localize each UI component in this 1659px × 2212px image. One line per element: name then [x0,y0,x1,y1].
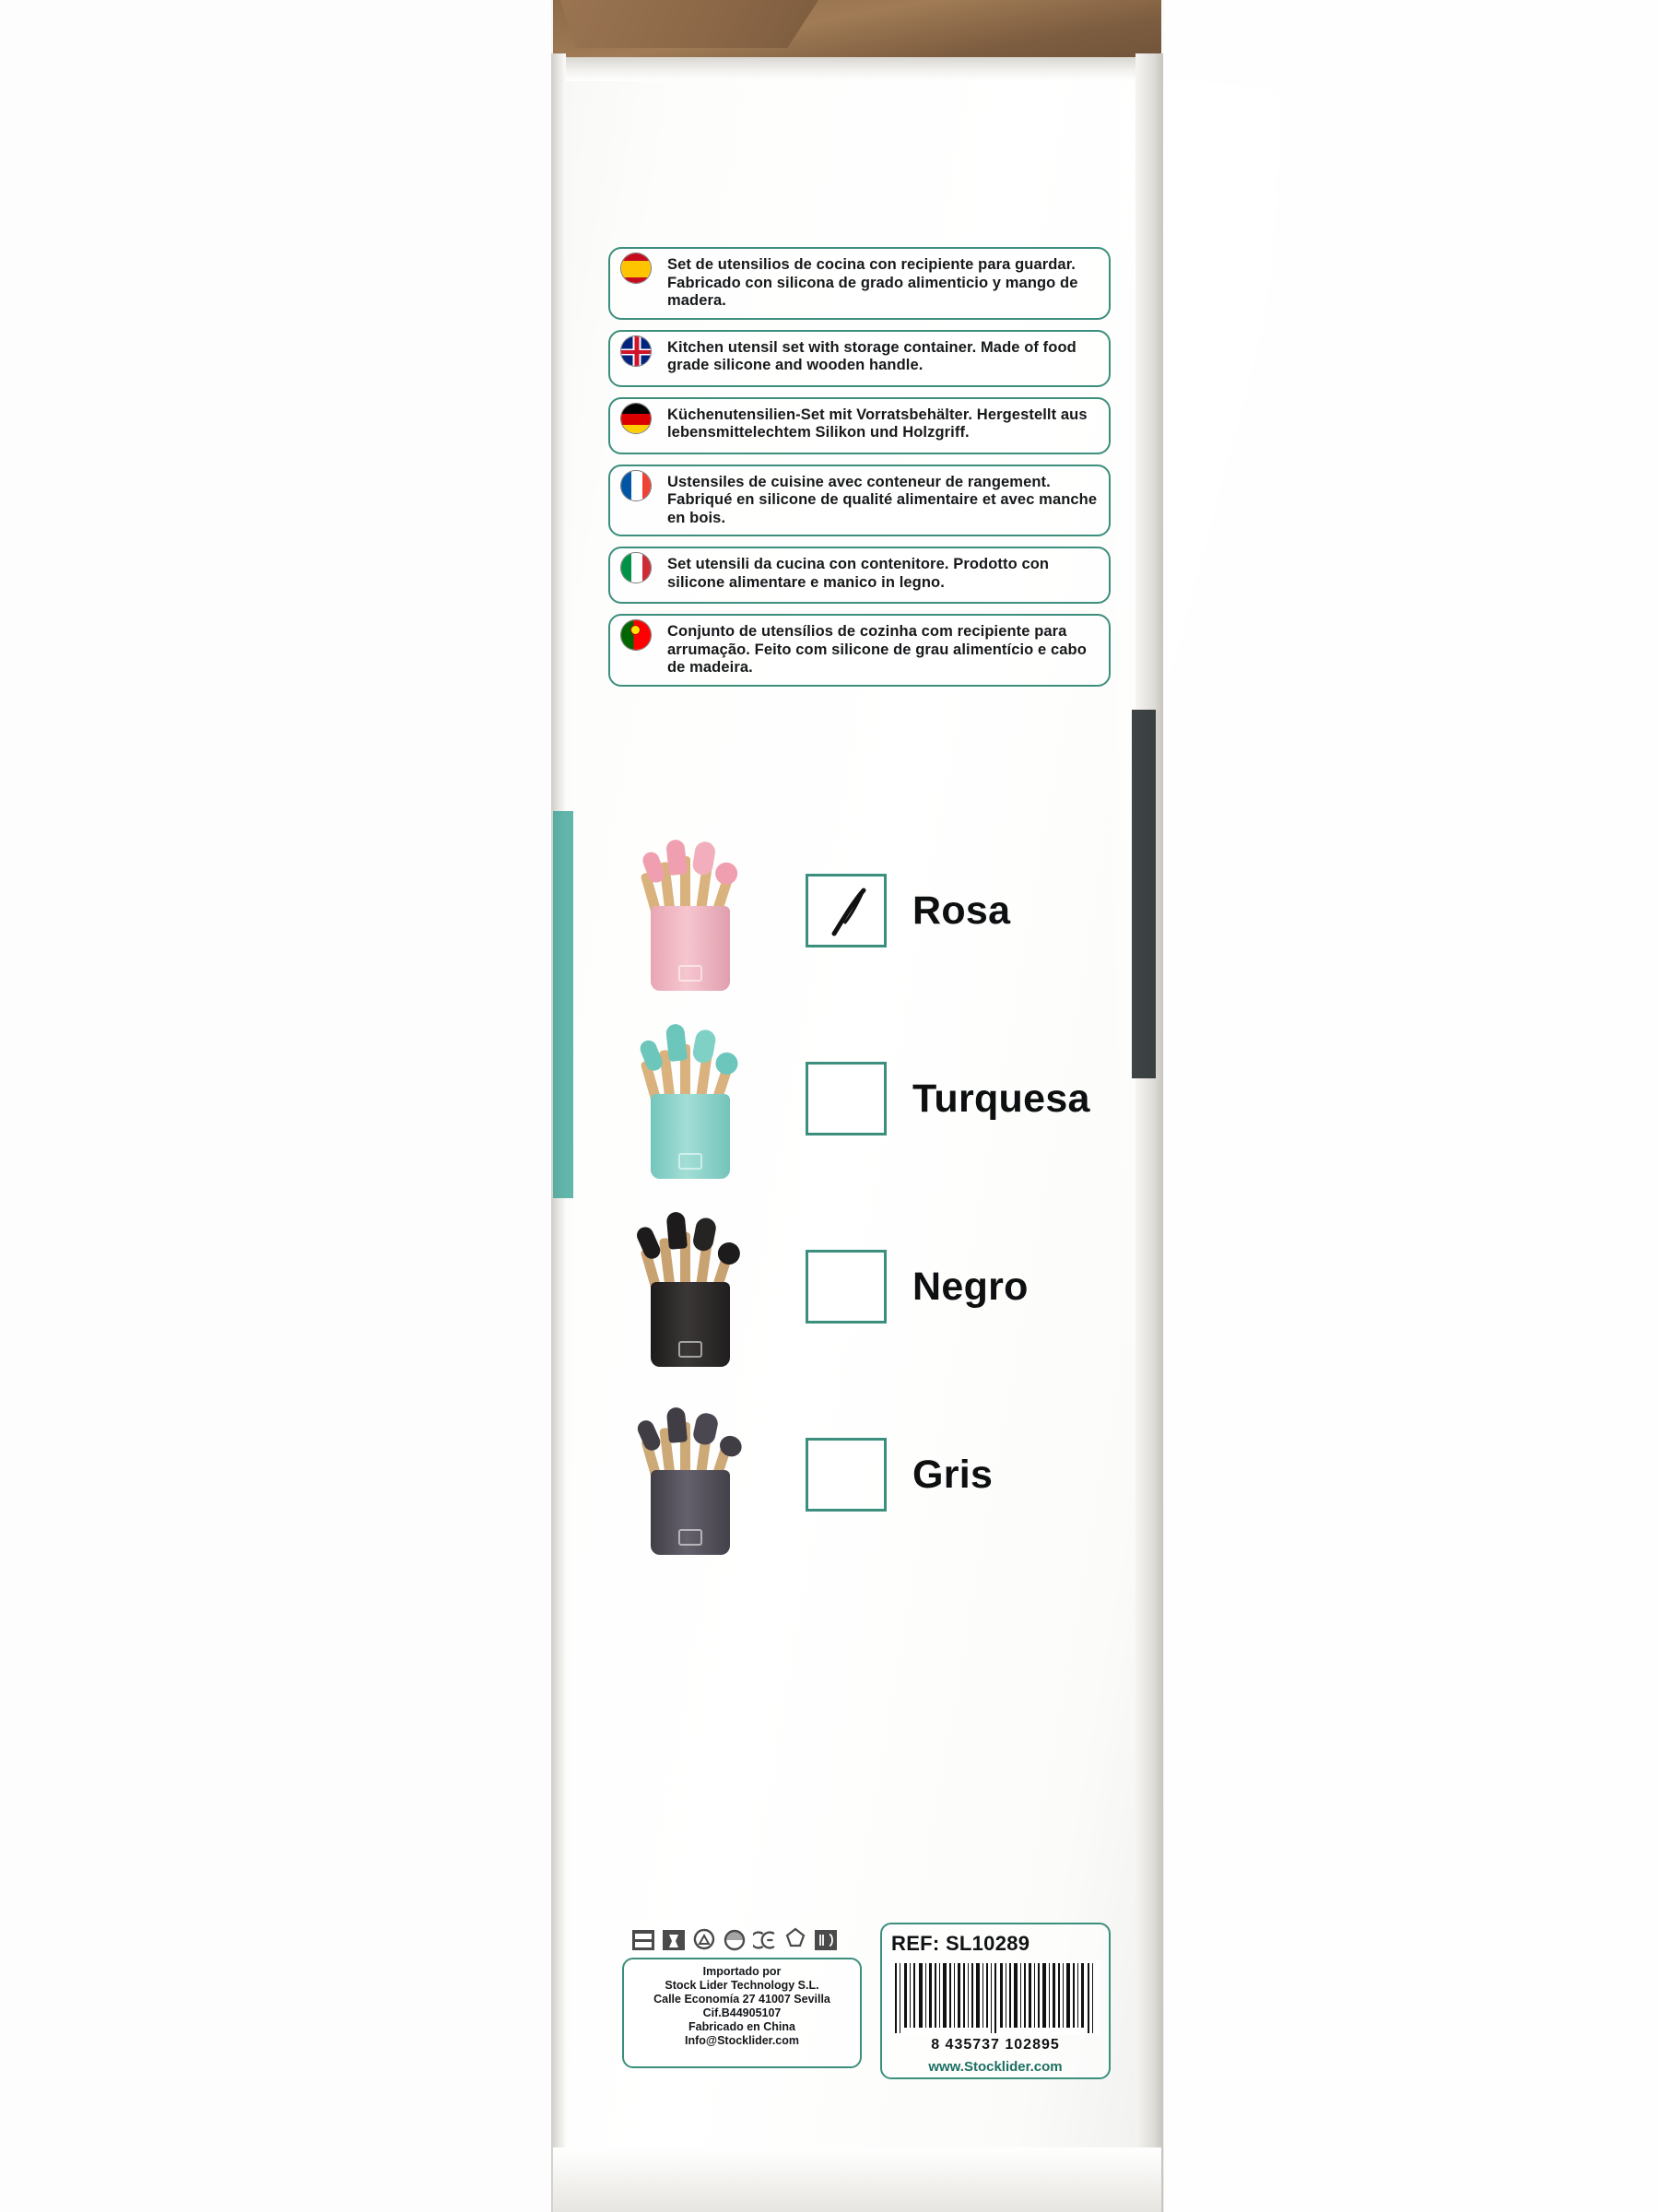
reference-barcode-box [880,1923,1111,2079]
package-right-edge [1135,53,1163,2212]
checkbox-gris[interactable] [806,1438,887,1512]
importer-line-1: Stock Lider Technology S.L. [665,1979,819,1992]
package-top-flap [560,0,818,48]
compliance-icons-row [631,1917,853,1954]
language-block-uk [608,330,1111,387]
fragile-icon [662,1926,686,1954]
importer-line-5: Info@Stocklider.com [684,2034,800,2047]
holder-turquesa [651,1094,730,1179]
color-row-gris [608,1394,1124,1558]
importer-line-4: Fabricado en China [688,2020,795,2033]
green-dot-icon [723,1926,747,1954]
flag-portugal-icon [620,619,652,651]
language-block-de [608,397,1111,454]
color-row-rosa [608,830,1124,994]
checkbox-negro[interactable] [806,1250,887,1324]
photo-background-right [1161,0,1659,2212]
flag-germany-icon [620,403,652,434]
barcode-number: 8 435737 102895 [931,2037,1060,2053]
check-mark-icon [829,886,869,939]
recycle-icon [692,1926,716,1954]
language-block-fr [608,465,1111,537]
importer-line-2: Calle Economía 27 41007 Sevilla [653,1993,830,2006]
package-footer [604,1917,1120,2129]
color-row-negro [608,1206,1124,1370]
flag-france-icon [620,470,652,501]
language-text-es: Set de utensilios de cocina con recipiente para guardar. Fabricado con silicona de grado alimenticio y mango de madera. [667,256,1078,309]
language-text-pt: Conjunto de utensílios de cozinha com recipiente para arrumação. Feito com silicone de grau alimentício e cabo de madeira. [667,623,1087,676]
package-teal-accent-strip [553,811,573,1198]
language-block-es [608,247,1111,320]
product-thumbnail-turquesa [627,1018,756,1179]
flag-spain-icon [620,253,652,284]
package-top-edge [553,57,1161,81]
product-reference: REF: SL10289 [891,1932,1030,1955]
product-thumbnail-negro [627,1206,756,1367]
importer-line-3: Cif.B44905107 [702,2006,782,2019]
food-safe-icon [814,1926,838,1954]
checkbox-rosa[interactable] [806,874,887,947]
language-text-de: Küchenutensilien-Set mit Vorratsbehälter. Hergestellt aus lebensmittelechtem Silikon und Holzgriff. [667,406,1088,441]
language-block-pt [608,614,1111,687]
holder-negro [651,1282,730,1367]
importer-info-box [622,1958,862,2068]
resin-code-icon [783,1926,807,1954]
language-block-it [608,547,1111,604]
checkbox-turquesa[interactable] [806,1062,887,1135]
language-text-uk: Kitchen utensil set with storage container. Made of food grade silicone and wooden handle. [667,338,1077,373]
color-row-turquesa [608,1018,1124,1182]
language-description-list [608,247,1111,697]
product-thumbnail-gris [627,1394,756,1555]
website-url[interactable]: www.Stocklider.com [928,2059,1063,2075]
package-dark-accent-strip [1132,710,1156,1078]
package-bottom-edge [553,2147,1161,2212]
color-label-turquesa: Turquesa [912,1077,1090,1121]
color-label-rosa: Rosa [912,888,1011,933]
barcode-image [891,1961,1100,2035]
color-label-gris: Gris [912,1453,994,1497]
ce-mark-icon [753,1926,777,1954]
language-text-fr: Ustensiles de cuisine avec conteneur de rangement. Fabriqué en silicone de qualité alimentaire et avec manche en bois. [667,473,1098,526]
color-label-negro: Negro [912,1265,1029,1309]
color-variant-list [608,830,1124,1582]
language-text-it: Set utensili da cucina con contenitore. Prodotto con silicone alimentare e manico in legno. [667,556,1050,591]
flag-italy-icon [620,552,652,583]
holder-rosa [651,906,730,991]
holder-gris [651,1470,730,1555]
photo-background-left [0,0,553,2212]
importer-line-0: Importado por [702,1965,782,1978]
flag-uk-icon [620,335,652,367]
product-thumbnail-rosa [627,830,756,991]
stacking-icon [631,1926,655,1954]
